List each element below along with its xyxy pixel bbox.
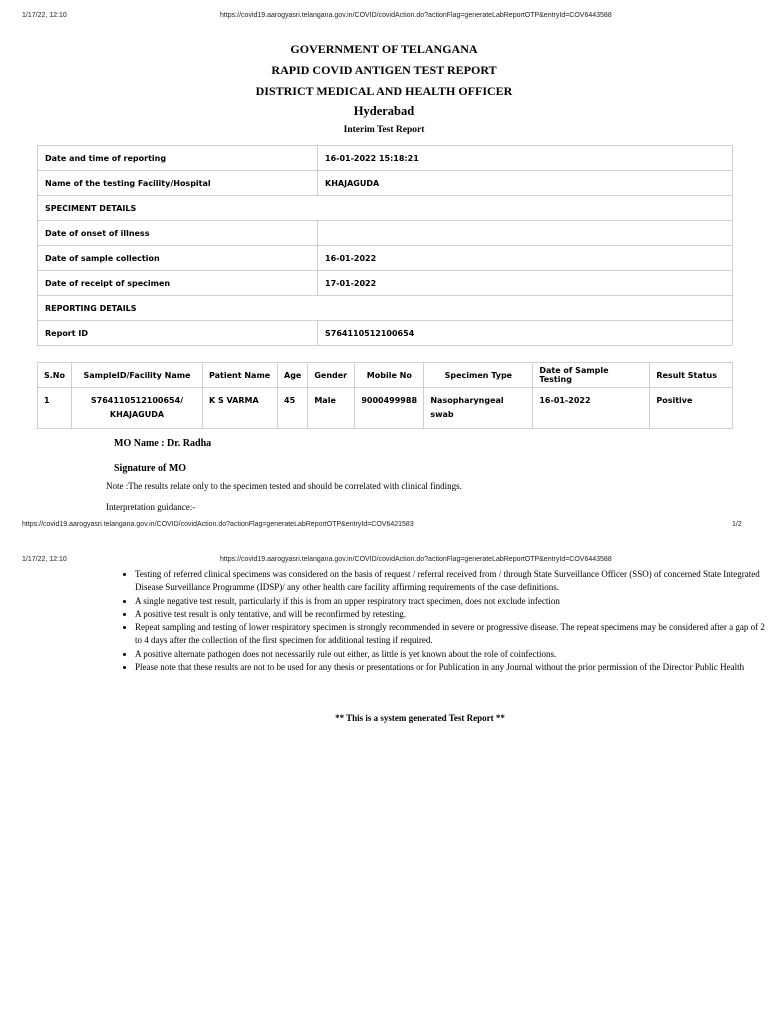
info-value: S764110512100654 [318, 321, 733, 346]
cell-sample-facility [72, 388, 203, 429]
title-government: GOVERNMENT OF TELANGANA [290, 42, 478, 56]
info-label: Name of the testing Facility/Hospital [38, 171, 318, 196]
mo-name: MO Name : Dr. Radha [114, 438, 212, 449]
cell-mobile: 9000499988 [355, 388, 424, 429]
info-row [38, 246, 733, 271]
cell-specimen: Nasopharyngeal swab [424, 388, 533, 429]
list-item: • A single negative test result, particularly if this is from an upper respiratory tract specimen, does not exclude infection [135, 595, 765, 608]
info-row [38, 321, 733, 346]
print-datetime: 1/17/22, 12:10 [22, 12, 67, 19]
print-page-number: 1/2 [732, 521, 742, 528]
print-footer-url: https://covid19.aarogyasri.telangana.gov.in/COVID/covidAction.do?actionFlag=generateLabReportOTP&entryId=COV6421583 [22, 521, 414, 528]
col-header-test-date: Date of Sample Testing [533, 363, 650, 388]
print-url-page2: https://covid19.aarogyasri.telangana.gov.in/COVID/covidAction.do?actionFlag=generateLabReportOTP&entryId=COV6443588 [220, 556, 612, 563]
list-item: • Please note that these results are not to be used for any thesis or presentations or for Publication in any Journal without the prior permission of the Director Public Health [135, 661, 765, 674]
title-report-type: RAPID COVID ANTIGEN TEST REPORT [271, 63, 497, 77]
interpretation-guidance-list [105, 568, 765, 674]
info-label: Date of onset of illness [38, 221, 318, 246]
info-label: Date and time of reporting [38, 146, 318, 171]
info-row [38, 171, 733, 196]
info-label: Report ID [38, 321, 318, 346]
col-header-age: Age [278, 363, 308, 388]
col-header-specimen: Specimen Type [424, 363, 533, 388]
cell-sample-id: S764110512100654/ [90, 396, 184, 405]
results-note: Note :The results relate only to the specimen tested and should be correlated with clinical findings. [106, 481, 462, 491]
cell-age: 45 [278, 388, 308, 429]
info-value: KHAJAGUDA [318, 171, 733, 196]
info-row [38, 146, 733, 171]
cell-gender: Male [308, 388, 355, 429]
info-value: 16-01-2022 [318, 246, 733, 271]
list-item: • Repeat sampling and testing of lower respiratory specimen is strongly recommended in severe or progressive disease. The repeat specimens may be considered after a gap of 2 to 4 days after the collection of the first specimen for additional testing if required. [135, 621, 765, 648]
interpretation-label: Interpretation guidance:- [106, 502, 196, 512]
info-row [38, 221, 733, 246]
info-value [318, 221, 733, 246]
info-row [38, 271, 733, 296]
system-generated-notice: ** This is a system generated Test Report ** [335, 713, 505, 723]
title-interim: Interim Test Report [343, 125, 425, 135]
col-header-sample-id: SampleID/Facility Name [72, 363, 203, 388]
col-header-sno: S.No [38, 363, 72, 388]
cell-sno: 1 [38, 388, 72, 429]
list-item: • A positive test result is only tentative, and will be reconfirmed by retesting. [135, 608, 765, 621]
col-header-status: Result Status [650, 363, 733, 388]
title-city: Hyderabad [353, 104, 415, 118]
title-office: DISTRICT MEDICAL AND HEALTH OFFICER [255, 84, 513, 98]
list-item: • Testing of referred clinical specimens was considered on the basis of request / referral received from / through State Surveillance Officer (SSO) of concerned State Integrated Disease Surveillance Programme (IDSP)/ any other health care facility affirming requirements of the case definitions. [135, 568, 765, 595]
cell-test-date: 16-01-2022 [533, 388, 650, 429]
report-info-table [37, 145, 733, 346]
info-section-row [38, 296, 733, 321]
mo-signature: Signature of MO [114, 463, 187, 474]
cell-patient: K S VARMA [203, 388, 278, 429]
list-item: • A positive alternate pathogen does not necessarily rule out either, as little is yet known about the role of coinfections. [135, 648, 765, 661]
cell-facility: KHAJAGUDA [109, 410, 165, 419]
info-label: Date of receipt of specimen [38, 271, 318, 296]
col-header-patient: Patient Name [203, 363, 278, 388]
table-row [38, 388, 733, 429]
info-value: 16-01-2022 15:18:21 [318, 146, 733, 171]
print-url: https://covid19.aarogyasri.telangana.gov.in/COVID/covidAction.do?actionFlag=generateLabReportOTP&entryId=COV6443588 [220, 12, 612, 19]
section-heading-specimen: SPECIMENT DETAILS [38, 196, 733, 221]
results-header-row [38, 363, 733, 388]
col-header-gender: Gender [308, 363, 355, 388]
col-header-mobile: Mobile No [355, 363, 424, 388]
info-section-row [38, 196, 733, 221]
status-badge: Positive [650, 388, 733, 429]
results-table [37, 362, 733, 429]
info-value: 17-01-2022 [318, 271, 733, 296]
section-heading-reporting: REPORTING DETAILS [38, 296, 733, 321]
info-label: Date of sample collection [38, 246, 318, 271]
print-datetime-page2: 1/17/22, 12:10 [22, 556, 67, 563]
